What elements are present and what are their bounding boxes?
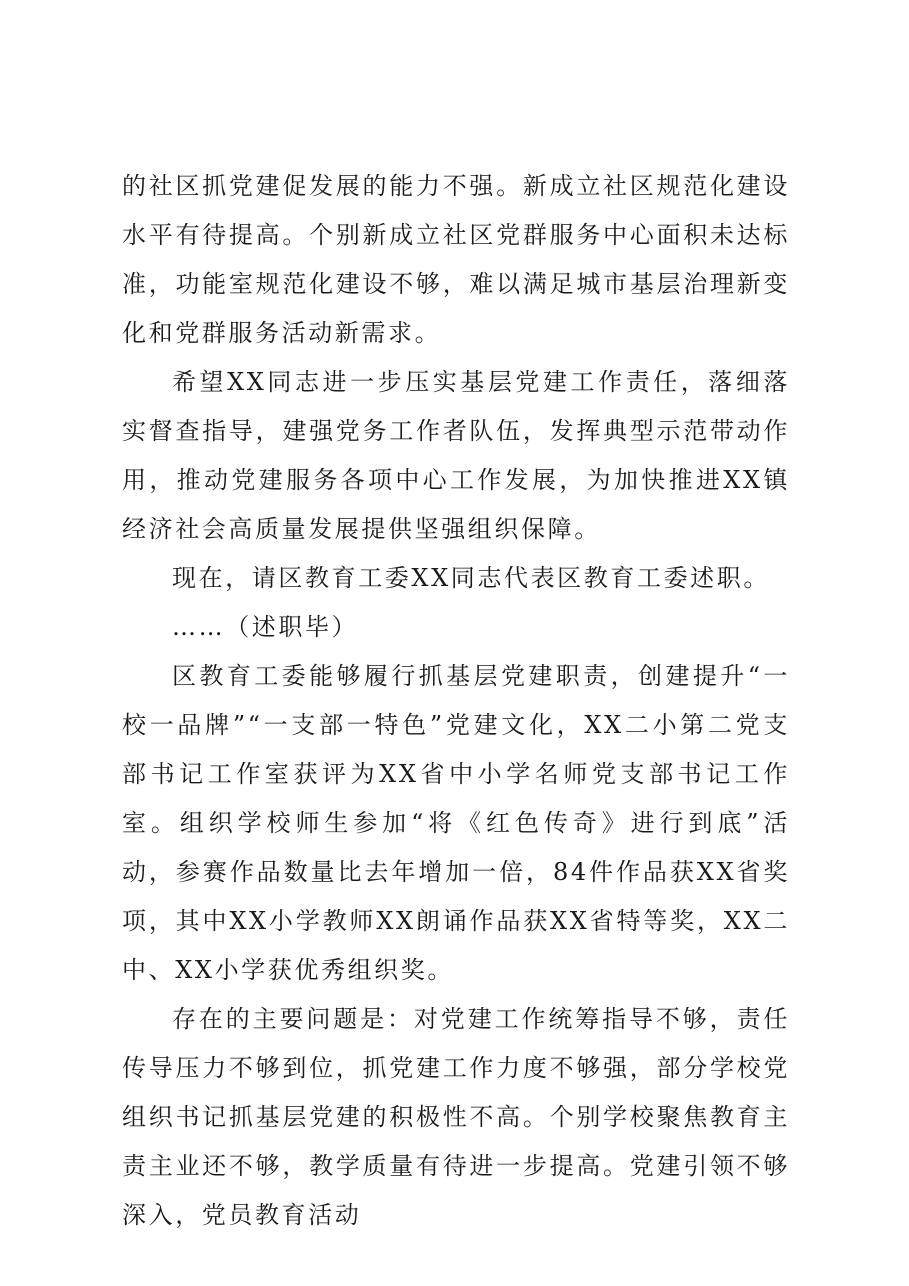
paragraph-6: 存在的主要问题是：对党建工作统筹指导不够，责任传导压力不够到位，抓党建工作力度不够强，部分学校党组织书记抓基层党建的积极性不高。个别学校聚焦教育主责主业还不够，教学质量有待进一步提高。党建引领不够深入，党员教育活动 (122, 1005, 790, 1229)
paragraph-3: 现在，请区教育工委XX同志代表区教育工委述职。 (172, 564, 770, 592)
paragraph-4: ……（述职毕） (172, 613, 359, 641)
paragraph-5: 区教育工委能够履行抓基层党建职责，创建提升“一校一品牌”“一支部一特色”党建文化，XX二小第二党支部书记工作室获评为XX省中小学名师党支部书记工作室。组织学校师生参加“将《红色传奇》进行到底”活动，参赛作品数量比去年增加一倍，84件作品获XX省奖项，其中XX小学教师XX朗诵作品获XX省特等奖，XX二中、XX小学获优秀组织奖。 (122, 662, 790, 984)
document-body (122, 162, 790, 1240)
paragraph-1: 的社区抓党建促发展的能力不强。新成立社区规范化建设水平有待提高。个别新成立社区党群服务中心面积未达标准，功能室规范化建设不够，难以满足城市基层治理新变化和党群服务活动新需求。 (122, 172, 790, 347)
paragraph-2: 希望XX同志进一步压实基层党建工作责任，落细落实督查指导，建强党务工作者队伍，发挥典型示范带动作用，推动党建服务各项中心工作发展，为加快推进XX镇经济社会高质量发展提供坚强组织保障。 (122, 368, 790, 543)
